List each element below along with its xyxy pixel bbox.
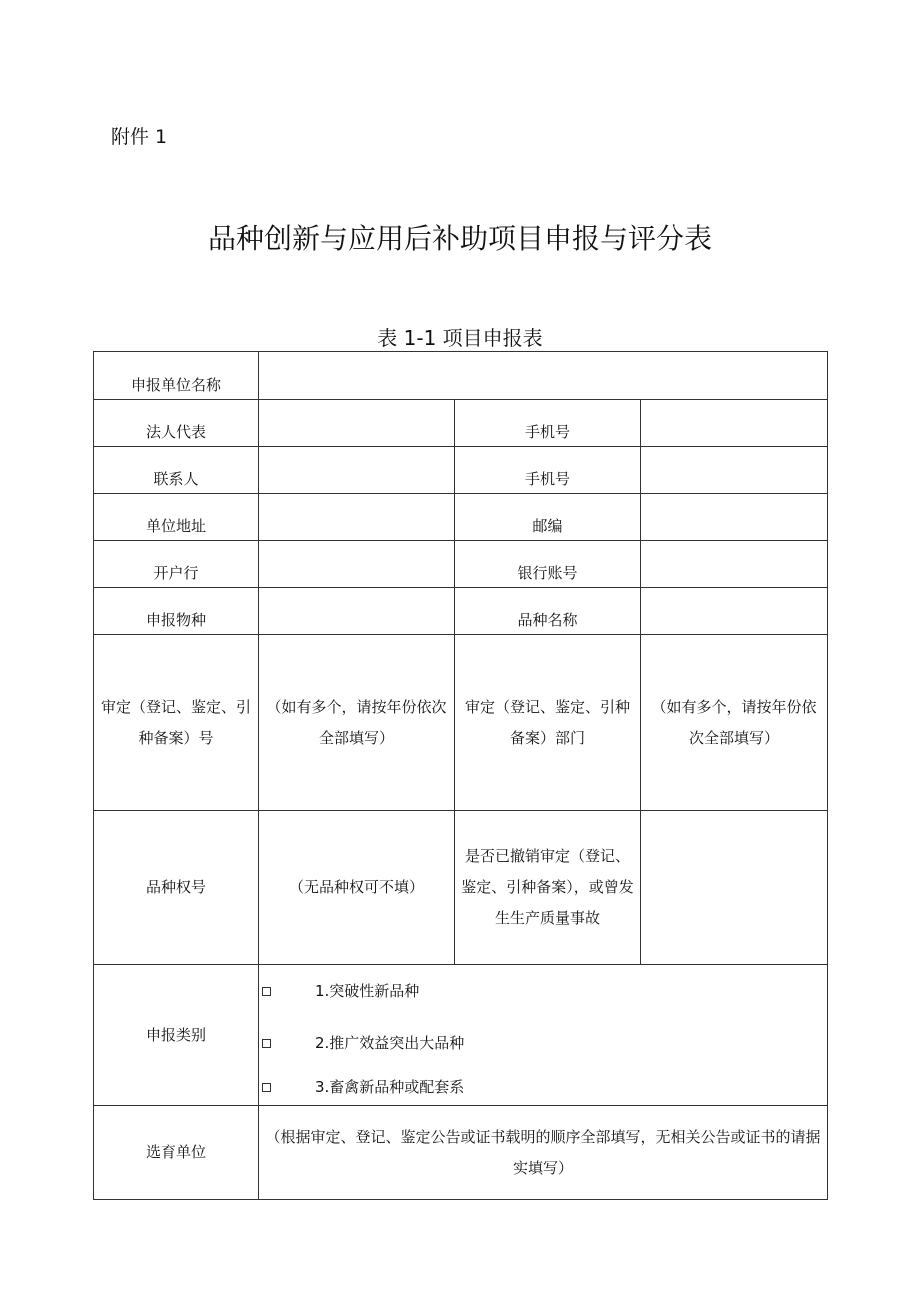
table-row — [94, 447, 828, 494]
input-revoked[interactable] — [641, 811, 828, 965]
label-breeder: 选育单位 — [94, 1106, 259, 1200]
table-row — [94, 635, 828, 811]
table-row — [94, 400, 828, 447]
note-variety-right[interactable]: （无品种权可不填） — [259, 811, 455, 965]
label-phone-2: 手机号 — [455, 447, 641, 494]
label-phone-1: 手机号 — [455, 400, 641, 447]
note-approval-no[interactable]: （如有多个，请按年份依次全部填写） — [259, 635, 455, 811]
input-bank-account[interactable] — [641, 541, 828, 588]
label-variety-name: 品种名称 — [455, 588, 641, 635]
label-bank: 开户行 — [94, 541, 259, 588]
page-title: 品种创新与应用后补助项目申报与评分表 — [207, 222, 712, 255]
input-legal-rep[interactable] — [259, 400, 455, 447]
table-row — [94, 965, 828, 1106]
category-options — [259, 965, 828, 1106]
label-species: 申报物种 — [94, 588, 259, 635]
label-approval-no: 审定（登记、鉴定、引种备案）号 — [94, 635, 259, 811]
note-approval-dept[interactable]: （如有多个，请按年份依次全部填写） — [641, 635, 828, 811]
label-revoked: 是否已撤销审定（登记、鉴定、引种备案），或曾发生生产质量事故 — [455, 811, 641, 965]
application-form-table — [93, 351, 828, 1200]
label-legal-rep: 法人代表 — [94, 400, 259, 447]
label-applicant-unit: 申报单位名称 — [94, 352, 259, 400]
label-approval-dept: 审定（登记、鉴定、引种备案）部门 — [455, 635, 641, 811]
checkbox-icon[interactable] — [262, 987, 271, 996]
label-address: 单位地址 — [94, 494, 259, 541]
table-row — [94, 811, 828, 965]
label-postcode: 邮编 — [455, 494, 641, 541]
label-category: 申报类别 — [94, 965, 259, 1106]
input-phone-1[interactable] — [641, 400, 828, 447]
input-postcode[interactable] — [641, 494, 828, 541]
note-breeder[interactable]: （根据审定、登记、鉴定公告或证书载明的顺序全部填写，无相关公告或证书的请据实填写） — [259, 1106, 828, 1200]
label-bank-account: 银行账号 — [455, 541, 641, 588]
table-row — [94, 588, 828, 635]
category-option-1[interactable] — [259, 965, 827, 1017]
input-bank[interactable] — [259, 541, 455, 588]
input-address[interactable] — [259, 494, 455, 541]
category-option-label: 3.畜禽新品种或配套系 — [315, 1077, 465, 1096]
table-row — [94, 352, 828, 400]
category-option-3[interactable] — [259, 1069, 827, 1105]
table-row — [94, 494, 828, 541]
category-option-label: 1.突破性新品种 — [315, 981, 420, 1000]
input-contact[interactable] — [259, 447, 455, 494]
input-applicant-unit[interactable] — [259, 352, 828, 400]
table-title: 表 1-1 项目申报表 — [377, 326, 543, 350]
input-phone-2[interactable] — [641, 447, 828, 494]
label-variety-right: 品种权号 — [94, 811, 259, 965]
label-contact: 联系人 — [94, 447, 259, 494]
table-row — [94, 541, 828, 588]
input-species[interactable] — [259, 588, 455, 635]
checkbox-icon[interactable] — [262, 1083, 271, 1092]
checkbox-icon[interactable] — [262, 1039, 271, 1048]
attachment-label: 附件 1 — [111, 126, 168, 148]
input-variety-name[interactable] — [641, 588, 828, 635]
table-row — [94, 1106, 828, 1200]
category-option-label: 2.推广效益突出大品种 — [315, 1033, 465, 1052]
category-option-2[interactable] — [259, 1017, 827, 1069]
